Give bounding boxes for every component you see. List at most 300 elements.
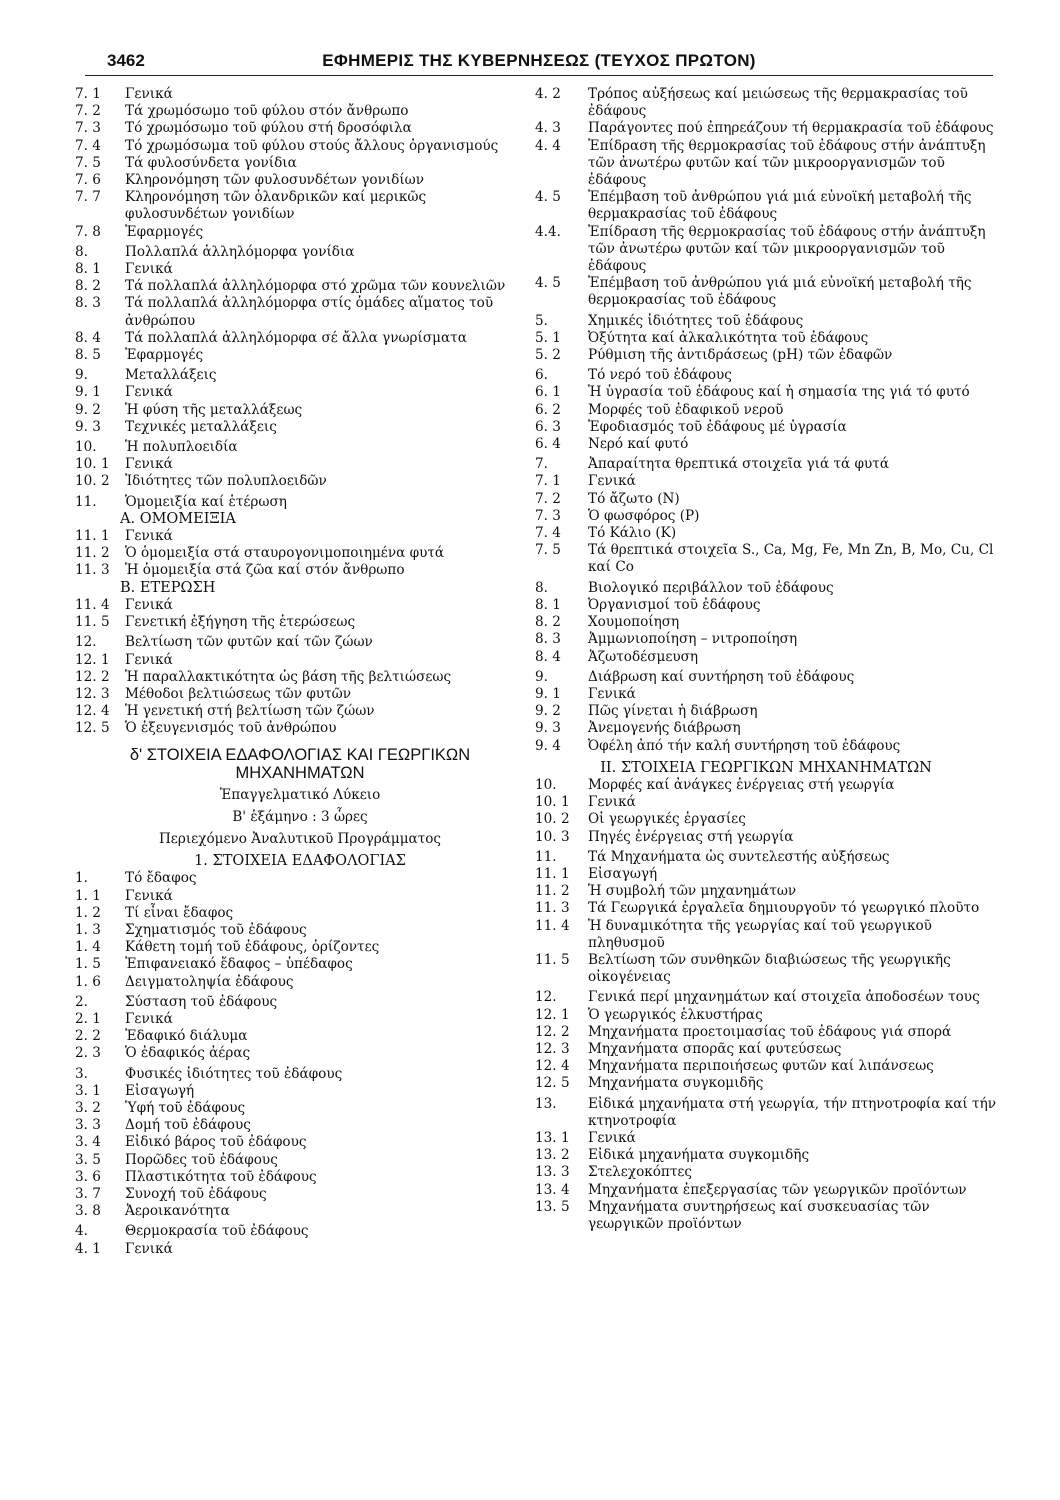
- item-text: Ἡ φύση τῆς μεταλλάξεως: [125, 401, 303, 418]
- list-item: [75, 120, 525, 137]
- item-number: 11. 3: [75, 562, 110, 579]
- item-text: Ἡ ὁμομειξία στά ζῶα καί στόν ἄνθρωπο: [125, 562, 405, 579]
- item-text: Εἰσαγωγή: [125, 1082, 195, 1099]
- centered-line: Περιεχόμενο Ἀναλυτικοῦ Προγράμματος: [158, 830, 442, 847]
- item-number: 8. 4: [535, 648, 561, 665]
- item-number: 11. 5: [535, 951, 570, 968]
- item-text: Δειγματοληψία ἐδάφους: [125, 973, 294, 990]
- item-number: 12. 2: [75, 668, 110, 685]
- list-item: [535, 1024, 997, 1041]
- gazette-title: ΕΦΗΜΕΡΙΣ ΤΗΣ ΚΥΒΕΡΝΗΣΕΩΣ (ΤΕΥΧΟΣ ΠΡΩΤΟΝ): [322, 51, 756, 70]
- list-item: [75, 261, 525, 278]
- item-number: 1.: [75, 870, 88, 887]
- item-number: 6.: [535, 367, 548, 384]
- list-item: [75, 1223, 525, 1240]
- item-number: 7. 7: [75, 189, 101, 206]
- list-item: [75, 86, 525, 103]
- item-number: 3. 3: [75, 1117, 101, 1134]
- item-number: 9.: [75, 367, 88, 384]
- item-text: Ἐδαφικό διάλυμα: [125, 1028, 248, 1045]
- list-item: [75, 669, 525, 686]
- list-item: [535, 330, 997, 347]
- list-item: [535, 1096, 997, 1130]
- item-number: 7. 3: [75, 120, 101, 137]
- item-number: 11. 1: [75, 528, 110, 545]
- item-text: Τά χρωμόσωμο τοῦ φύλου στόν ἄνθρωπο: [125, 103, 409, 120]
- item-number: 4. 1: [75, 1240, 101, 1257]
- item-number: 7. 4: [535, 525, 561, 542]
- item-text: Τό νερό τοῦ ἐδάφους: [588, 367, 732, 384]
- list-item: [535, 456, 997, 473]
- item-number: 10. 3: [535, 828, 570, 845]
- section-heading: δ' ΣΤΟΙΧΕΙΑ ΕΔΑΦΟΛΟΓΙΑΣ ΚΑΙ ΓΕΩΡΓΙΚΩΝ ΜΗΧΑΝΗΜΑΤΩΝ: [129, 745, 471, 782]
- list-item: [75, 652, 525, 669]
- list-item: [75, 720, 525, 737]
- item-text: Χουμοποίηση: [588, 614, 680, 631]
- item-text: Μορφές τοῦ ἐδαφικοῦ νεροῦ: [588, 401, 784, 418]
- list-item: [535, 86, 997, 120]
- item-text: Τρόπος αὐξήσεως καί μειώσεως τῆς θερμακρασίας τοῦ ἐδάφους: [588, 86, 968, 120]
- page-number: 3462: [107, 51, 145, 70]
- item-text: Τά πολλαπλά ἀλληλόμορφα σέ ἄλλα γνωρίσματα: [125, 329, 467, 346]
- list-item: [75, 494, 525, 511]
- item-text: Τά Μηχανήματα ὡς συντελεστής αὐξήσεως: [588, 848, 890, 865]
- list-item: [535, 275, 997, 309]
- list-item: [535, 1041, 997, 1058]
- item-number: 7. 1: [75, 86, 101, 102]
- item-text: Τό χρωμόσωμα τοῦ φύλου στούς ἄλλους ὀργανισμούς: [125, 137, 499, 154]
- item-number: 3. 1: [75, 1082, 101, 1099]
- item-text: Ἡ παραλλακτικότητα ὡς βάση τῆς βελτιώσεως: [125, 668, 452, 685]
- item-text: Γενετική ἐξήγηση τῆς ἑτερώσεως: [125, 614, 356, 631]
- item-text: Πολλαπλά ἀλληλόμορφα γονίδια: [125, 243, 355, 260]
- item-number: 7.: [535, 456, 548, 473]
- item-number: 10.: [535, 776, 557, 793]
- list-item: [535, 525, 997, 542]
- list-item: [75, 956, 525, 973]
- item-text: Μορφές καί ἀνάγκες ἐνέργειας στή γεωργία: [588, 776, 895, 793]
- item-number: 7. 2: [535, 490, 561, 507]
- list-item: [75, 1100, 525, 1117]
- list-item: [535, 491, 997, 508]
- list-item: [75, 1169, 525, 1186]
- item-text: Ἐφαρμογές: [125, 347, 204, 364]
- item-number: 12. 3: [75, 685, 110, 702]
- list-item: [535, 580, 997, 597]
- list-item: [535, 347, 997, 364]
- item-text: Τά πολλαπλά ἀλληλόμορφα στίς ὁμάδες αἵματος τοῦ ἀνθρώπου: [125, 295, 494, 329]
- list-item: [75, 614, 525, 631]
- list-item: [75, 870, 525, 887]
- item-text: Κληρονόμηση τῶν ὁλανδρικῶν καί μερικῶς φυλοσυνδέτων γονιδίων: [125, 189, 427, 223]
- list-item: [75, 1117, 525, 1134]
- list-item: [535, 1147, 997, 1164]
- item-text: Ὑφή τοῦ ἐδάφους: [125, 1099, 246, 1116]
- item-text: Γενικά: [125, 528, 173, 545]
- item-number: 4. 5: [535, 189, 561, 206]
- list-item: [75, 939, 525, 956]
- item-number: 1. 4: [75, 939, 101, 956]
- item-number: 10. 1: [75, 456, 110, 473]
- list-item: [535, 473, 997, 490]
- item-text: Μηχανήματα συντηρήσεως καί συσκευασίας τῶν γεωργικῶν προϊόντων: [588, 1198, 930, 1232]
- item-number: 2.: [75, 993, 88, 1010]
- item-number: 8. 5: [75, 347, 101, 364]
- item-number: 4. 2: [535, 86, 561, 102]
- item-number: 10.: [75, 439, 97, 456]
- list-item: [535, 989, 997, 1006]
- list-item: [75, 1203, 525, 1220]
- item-text: Εἰδικά μηχανήματα συγκομιδῆς: [588, 1147, 810, 1164]
- list-item: [75, 1011, 525, 1028]
- item-number: 8. 2: [535, 614, 561, 631]
- item-number: 3. 6: [75, 1168, 101, 1185]
- list-item: [535, 367, 997, 384]
- item-text: Διάβρωση καί συντήρηση τοῦ ἐδάφους: [588, 668, 855, 685]
- item-number: 12. 1: [75, 651, 110, 668]
- item-text: Ἀζωτοδέσμευση: [588, 648, 699, 665]
- item-number: 2. 2: [75, 1028, 101, 1045]
- item-number: 12. 1: [535, 1006, 570, 1023]
- item-number: 9. 4: [535, 737, 561, 754]
- item-number: 12. 5: [535, 1075, 570, 1092]
- item-number: 7. 3: [535, 507, 561, 524]
- item-number: 13. 1: [535, 1129, 570, 1146]
- item-number: 12.: [75, 634, 97, 651]
- group-label: Α. ΟΜΟΜΕΙΞΙΑ: [120, 510, 236, 527]
- item-text: Γενικά: [125, 86, 173, 102]
- list-item: [535, 777, 997, 794]
- list-item: [75, 456, 525, 473]
- item-text: Πηγές ἐνέργειας στή γεωργία: [588, 828, 794, 845]
- item-text: Γενικά: [125, 456, 173, 473]
- item-text: Μέθοδοι βελτιώσεως τῶν φυτῶν: [125, 685, 351, 702]
- item-text: Τί εἶναι ἔδαφος: [125, 904, 234, 921]
- list-item: [75, 888, 525, 905]
- subsection-heading: 1. ΣΤΟΙΧΕΙΑ ΕΔΑΦΟΛΟΓΙΑΣ: [194, 853, 406, 870]
- item-text: Ὁ ἐδαφικός ἀέρας: [125, 1045, 251, 1062]
- item-text: Γενικά: [125, 261, 173, 278]
- item-text: Φυσικές ἰδιότητες τοῦ ἐδάφους: [125, 1065, 343, 1082]
- list-item: [535, 952, 997, 986]
- item-number: 7. 1: [535, 473, 561, 490]
- item-number: 4.4.: [535, 223, 561, 240]
- list-item: [535, 1007, 997, 1024]
- item-text: Γενικά περί μηχανημάτων καί στοιχεῖα ἀποδοσέων τους: [588, 989, 980, 1006]
- list-item: [535, 649, 997, 666]
- item-text: Γενικά: [125, 384, 173, 401]
- item-number: 11.: [535, 848, 557, 865]
- right-column: [535, 86, 997, 1233]
- item-text: Νερό καί φυτό: [588, 436, 689, 453]
- list-item: [535, 1075, 997, 1092]
- item-number: 9. 2: [75, 401, 101, 418]
- item-text: Εἰδικό βάρος τοῦ ἐδάφους: [125, 1134, 307, 1151]
- item-text: Γενικά: [588, 685, 636, 702]
- item-number: 9. 1: [75, 384, 101, 401]
- list-item: [75, 384, 525, 401]
- item-text: Ἡ ὑγρασία τοῦ ἐδάφους καί ἡ σημασία της γιά τό φυτό: [588, 384, 970, 401]
- list-item: [75, 278, 525, 295]
- item-number: 12. 4: [535, 1058, 570, 1075]
- list-item: [535, 508, 997, 525]
- item-number: 11. 4: [75, 596, 110, 613]
- list-item: [75, 703, 525, 720]
- item-text: Ἐπίδραση τῆς θερμοκρασίας τοῦ ἐδάφους στήν ἀνάπτυξη τῶν ἀνωτέρω φυτῶν καί τῶν μικροοργανισμῶν τοῦ ἐδάφους: [588, 137, 986, 189]
- item-text: Παράγοντες πού ἐπηρεάζουν τή θερμακρασία τοῦ ἐδάφους: [588, 120, 994, 137]
- list-item: [75, 974, 525, 991]
- item-number: 2. 1: [75, 1010, 101, 1027]
- list-item: [535, 669, 997, 686]
- item-text: Ἐπέμβαση τοῦ ἀνθρώπου γιά μιά εὐνοϊκή μεταβολή τῆς θερμοκρασίας τοῦ ἐδάφους: [588, 275, 972, 309]
- item-text: Τά Γεωργικά ἐργαλεῖα δημιουργοῦν τό γεωργικό πλοῦτο: [588, 900, 980, 917]
- list-item: [75, 138, 525, 155]
- item-text: Ὁ φωσφόρος (Ρ): [588, 507, 700, 524]
- list-item: [535, 224, 997, 276]
- item-number: 3. 2: [75, 1099, 101, 1116]
- item-number: 8. 2: [75, 278, 101, 295]
- item-text: Ὁμομειξία καί ἑτέρωση: [125, 493, 287, 510]
- centered-line: Ἐπαγγελματικό Λύκειο: [219, 786, 381, 803]
- item-text: Ὀφέλη ἀπό τήν καλή συντήρηση τοῦ ἐδάφους: [588, 737, 901, 754]
- item-number: 11. 2: [75, 545, 110, 562]
- item-number: 11. 2: [535, 883, 570, 900]
- list-item: [75, 1134, 525, 1151]
- item-text: Ὀργανισμοί τοῦ ἐδάφους: [588, 596, 761, 613]
- list-item: [75, 634, 525, 651]
- item-text: Σύσταση τοῦ ἐδάφους: [125, 993, 278, 1010]
- item-number: 7. 8: [75, 223, 101, 240]
- item-number: 9. 1: [535, 685, 561, 702]
- item-number: 11. 5: [75, 614, 110, 631]
- item-number: 13.: [535, 1095, 557, 1112]
- item-number: 6. 2: [535, 401, 561, 418]
- item-text: Μεταλλάξεις: [125, 367, 217, 384]
- item-text: Ἡ πολυπλοειδία: [125, 439, 238, 456]
- list-item: [535, 631, 997, 648]
- item-text: Συνοχή τοῦ ἐδάφους: [125, 1185, 267, 1202]
- item-number: 3.: [75, 1065, 88, 1082]
- item-text: Πῶς γίνεται ἡ διάβρωση: [588, 703, 758, 720]
- item-text: Ἀμμωνιοποίηση – νιτροποίηση: [588, 631, 798, 648]
- item-text: Σχηματισμός τοῦ ἐδάφους: [125, 921, 307, 938]
- item-text: Ἐπιφανειακό ἔδαφος – ὑπέδαφος: [125, 956, 353, 973]
- list-item: [535, 189, 997, 223]
- item-text: Θερμοκρασία τοῦ ἐδάφους: [125, 1223, 309, 1240]
- item-text: Κάθετη τομή τοῦ ἐδάφους, ὁρίζοντες: [125, 939, 380, 956]
- item-number: 10. 2: [535, 811, 570, 828]
- item-text: Ἀπαραίτητα θρεπτικά στοιχεῖα γιά τά φυτά: [588, 456, 890, 473]
- item-text: Βιολογικό περιβάλλον τοῦ ἐδάφους: [588, 579, 834, 596]
- list-item: [535, 1182, 997, 1199]
- item-number: 8. 1: [75, 261, 101, 278]
- list-item: [535, 138, 997, 190]
- item-number: 2. 3: [75, 1045, 101, 1062]
- item-text: Μηχανήματα σπορᾶς καί φυτεύσεως: [588, 1040, 842, 1057]
- item-number: 7. 5: [535, 542, 561, 559]
- item-text: Τό Κάλιο (Κ): [588, 525, 677, 542]
- item-text: Ὀξύτητα καί ἀλκαλικότητα τοῦ ἐδάφους: [588, 329, 869, 346]
- item-text: Ἐφοδιασμός τοῦ ἐδάφους μέ ὑγρασία: [588, 418, 847, 435]
- item-number: 6. 4: [535, 436, 561, 453]
- subsection-heading: ΙΙ. ΣΤΟΙΧΕΙΑ ΓΕΩΡΓΙΚΩΝ ΜΗΧΑΝΗΜΑΤΩΝ: [600, 759, 932, 776]
- item-number: 4. 3: [535, 120, 561, 137]
- item-text: Μηχανήματα προετοιμασίας τοῦ ἐδάφους γιά σπορά: [588, 1023, 952, 1040]
- list-item: [75, 330, 525, 347]
- item-number: 13. 3: [535, 1164, 570, 1181]
- list-item: [75, 367, 525, 384]
- item-text: Ἀνεμογενής διάβρωση: [588, 720, 741, 737]
- list-item: [535, 1164, 997, 1181]
- item-number: 11. 1: [535, 865, 570, 882]
- item-text: Ρύθμιση τῆς ἀντιδράσεως (pH) τῶν ἐδαφῶν: [588, 347, 893, 364]
- item-text: Γενικά: [125, 651, 173, 668]
- item-number: 3. 8: [75, 1203, 101, 1220]
- item-number: 3. 7: [75, 1185, 101, 1202]
- item-number: 13. 4: [535, 1181, 570, 1198]
- list-item: [535, 419, 997, 436]
- item-number: 10. 1: [535, 794, 570, 811]
- item-number: 12. 4: [75, 703, 110, 720]
- item-text: Βελτίωση τῶν συνθηκῶν διαβιώσεως τῆς γεωργικῆς οἰκογένειας: [588, 951, 951, 986]
- list-item: [75, 103, 525, 120]
- item-number: 13. 2: [535, 1147, 570, 1164]
- item-number: 4. 4: [535, 137, 561, 154]
- item-number: 1. 3: [75, 921, 101, 938]
- list-item: [535, 720, 997, 737]
- item-number: 1. 1: [75, 887, 101, 904]
- group-label: Β. ΕΤΕΡΩΣΗ: [120, 579, 216, 596]
- item-number: 13. 5: [535, 1198, 570, 1215]
- list-item: [75, 189, 525, 223]
- item-number: 1. 2: [75, 904, 101, 921]
- item-text: Γενικά: [125, 596, 173, 613]
- item-number: 8. 4: [75, 329, 101, 346]
- item-text: Τό ἄζωτο (Ν): [588, 490, 680, 507]
- item-text: Τεχνικές μεταλλάξεις: [125, 418, 277, 435]
- list-item: [535, 866, 997, 883]
- item-number: 12. 2: [535, 1023, 570, 1040]
- list-item: [75, 528, 525, 545]
- item-number: 7. 5: [75, 154, 101, 171]
- list-item: [75, 922, 525, 939]
- item-number: 4.: [75, 1223, 88, 1240]
- item-text: Στελεχοκόπτες: [588, 1164, 693, 1181]
- item-text: Ἐπέμβαση τοῦ ἀνθρώπου γιά μιά εὐνοϊκή μεταβολή τῆς θερμακρασίας τοῦ ἐδάφους: [588, 189, 972, 223]
- item-number: 9.: [535, 668, 548, 685]
- item-number: 1. 6: [75, 973, 101, 990]
- item-number: 9. 2: [535, 703, 561, 720]
- list-item: [535, 384, 997, 401]
- list-item: [535, 849, 997, 866]
- list-item: [535, 794, 997, 811]
- item-number: 7. 2: [75, 103, 101, 120]
- item-text: Ἡ γενετική στή βελτίωση τῶν ζώων: [125, 703, 375, 720]
- item-number: 8. 3: [75, 295, 101, 312]
- list-item: [75, 994, 525, 1011]
- item-number: 5. 1: [535, 329, 561, 346]
- list-item: [535, 829, 997, 846]
- item-number: 8. 1: [535, 596, 561, 613]
- item-text: Γενικά: [588, 1129, 636, 1146]
- list-item: [75, 562, 525, 579]
- item-text: Ὁ ὁμομειξία στά σταυρογονιμοποιημένα φυτά: [125, 545, 445, 562]
- list-item: [75, 1083, 525, 1100]
- item-text: Γενικά: [588, 794, 636, 811]
- item-number: 8. 3: [535, 631, 561, 648]
- list-item: [535, 597, 997, 614]
- item-number: 8.: [535, 579, 548, 596]
- item-text: Δομή τοῦ ἐδάφους: [125, 1117, 251, 1134]
- list-item: [75, 1045, 525, 1062]
- item-text: Βελτίωση τῶν φυτῶν καί τῶν ζώων: [125, 634, 373, 651]
- item-text: Ἐπίδραση τῆς θερμοκρασίας τοῦ ἐδάφους στήν ἀνάπτυξη τῶν ἀνωτέρω φυτῶν καί τῶν μικροοργανισμῶν τοῦ ἐδάφους: [588, 223, 986, 275]
- list-item: [75, 224, 525, 241]
- list-item: [535, 883, 997, 900]
- item-text: Κληρονόμηση τῶν φυλοσυνδέτων γονιδίων: [125, 172, 425, 189]
- item-text: Ὁ ἐξευγενισμός τοῦ ἀνθρώπου: [125, 720, 337, 737]
- list-item: [535, 811, 997, 828]
- item-number: 6. 3: [535, 418, 561, 435]
- item-text: Εἰσαγωγή: [588, 865, 658, 882]
- list-item: [75, 439, 525, 456]
- item-text: Μηχανήματα ἐπεξεργασίας τῶν γεωργικῶν προϊόντων: [588, 1181, 967, 1198]
- list-item: [535, 900, 997, 917]
- list-item: [75, 1241, 525, 1258]
- list-item: [535, 436, 997, 453]
- item-number: 5. 2: [535, 347, 561, 364]
- item-text: Τά φυλοσύνδετα γονίδια: [125, 154, 297, 171]
- item-number: 6. 1: [535, 384, 561, 401]
- item-number: 12. 3: [535, 1040, 570, 1057]
- list-item: [75, 473, 525, 490]
- list-item: [75, 295, 525, 329]
- item-text: Ἡ δυναμικότητα τῆς γεωργίας καί τοῦ γεωργικοῦ πληθυσμοῦ: [588, 917, 932, 951]
- page-header: [85, 45, 993, 79]
- list-item: [535, 1130, 997, 1147]
- list-item: [75, 155, 525, 172]
- item-text: Ἀεροικανότητα: [125, 1203, 230, 1220]
- header-rule: [85, 75, 993, 76]
- list-item: [75, 597, 525, 614]
- item-text: Τό χρωμόσωμο τοῦ φύλου στή δροσόφιλα: [125, 120, 412, 137]
- list-item: [535, 542, 997, 576]
- list-item: [535, 703, 997, 720]
- item-number: 8.: [75, 243, 88, 260]
- item-text: Ἐφαρμογές: [125, 223, 204, 240]
- item-number: 12. 5: [75, 720, 110, 737]
- list-item: [75, 172, 525, 189]
- item-text: Γενικά: [588, 473, 636, 490]
- item-text: Ἰδιότητες τῶν πολυπλοειδῶν: [125, 473, 327, 490]
- item-number: 3. 5: [75, 1151, 101, 1168]
- list-item: [75, 905, 525, 922]
- list-item: [75, 244, 525, 261]
- item-text: Τά πολλαπλά ἀλληλόμορφα στό χρῶμα τῶν κουνελιῶν: [125, 278, 506, 295]
- item-text: Τό ἔδαφος: [125, 870, 197, 887]
- item-text: Τά θρεπτικά στοιχεῖα S., Ca, Mg, Fe, Mn Zn, B, Mo, Cu, Cl καί Co: [588, 542, 994, 576]
- item-text: Γενικά: [125, 887, 173, 904]
- item-text: Πλαστικότητα τοῦ ἐδάφους: [125, 1168, 317, 1185]
- item-number: 7. 6: [75, 172, 101, 189]
- item-number: 11. 3: [535, 900, 570, 917]
- item-number: 5.: [535, 312, 548, 329]
- item-text: Ὁ γεωργικός ἑλκυστήρας: [588, 1006, 763, 1023]
- list-item: [75, 686, 525, 703]
- item-number: 7. 4: [75, 137, 101, 154]
- list-item: [75, 419, 525, 436]
- list-item: [75, 1028, 525, 1045]
